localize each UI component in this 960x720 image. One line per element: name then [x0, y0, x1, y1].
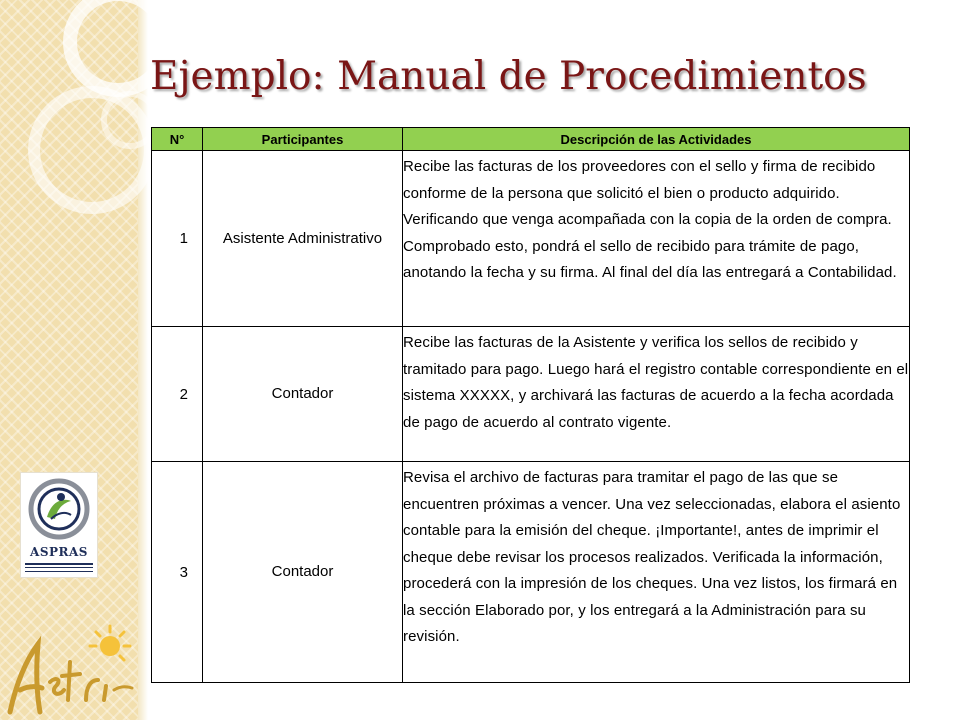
- row-description: Recibe las facturas de los proveedores con el sello y firma de recibido conforme de la persona que solicitó el bien o producto adquirido. Verificando que venga acompañada con la copia de la orden de compra. Comprobado esto, pondrá el sello de recibido para trámite de pago, anotando la fecha y su firma. Al final del día las entregará a Contabilidad.: [403, 151, 910, 327]
- table-row: [152, 462, 910, 683]
- row-num: 3: [152, 462, 203, 683]
- row-participant: Asistente Administrativo: [203, 151, 403, 327]
- decorative-rings: [0, 0, 160, 230]
- table-row: [152, 327, 910, 462]
- header-description: Descripción de las Actividades: [403, 128, 910, 151]
- procedures-table: [151, 127, 910, 683]
- logo-tagline-line: [25, 563, 93, 565]
- aspras-logo: [20, 472, 98, 578]
- logo-tagline-line: [25, 567, 93, 568]
- row-num: 2: [152, 327, 203, 462]
- row-participant: Contador: [203, 462, 403, 683]
- sun-icon: [90, 626, 130, 660]
- page-title: Ejemplo: Manual de Procedimientos: [150, 54, 867, 99]
- row-description: Revisa el archivo de facturas para tramitar el pago de las que se encuentren próximas a vencer. Una vez seleccionadas, elabora el asiento contable para la emisión del cheque. ¡Importante!, antes de imprimir el cheque debe revisar los procesos realizados. Verificada la información, procederá con la impresión de los cheques. Una vez listos, los firmará en la sección Elaborado por, y los entregará a la Administración para su revisión.: [403, 462, 910, 683]
- logo-tagline-line: [25, 571, 93, 572]
- header-participants: Participantes: [203, 128, 403, 151]
- aspras-emblem-icon: [21, 473, 97, 545]
- row-num: 1: [152, 151, 203, 327]
- procedures-table-container: [151, 127, 909, 683]
- header-num: N°: [152, 128, 203, 151]
- row-description: Recibe las facturas de la Asistente y verifica los sellos de recibido y tramitado para pago. Luego hará el registro contable correspondiente en el sistema XXXXX, y archivará las facturas de acuerdo a la fecha acordada de pago de acuerdo al contrato vigente.: [403, 327, 910, 462]
- table-row: [152, 151, 910, 327]
- logo-name: ASPRAS: [30, 545, 88, 559]
- astri-signature-logo: [2, 624, 142, 720]
- table-header-row: [152, 128, 910, 151]
- row-participant: Contador: [203, 327, 403, 462]
